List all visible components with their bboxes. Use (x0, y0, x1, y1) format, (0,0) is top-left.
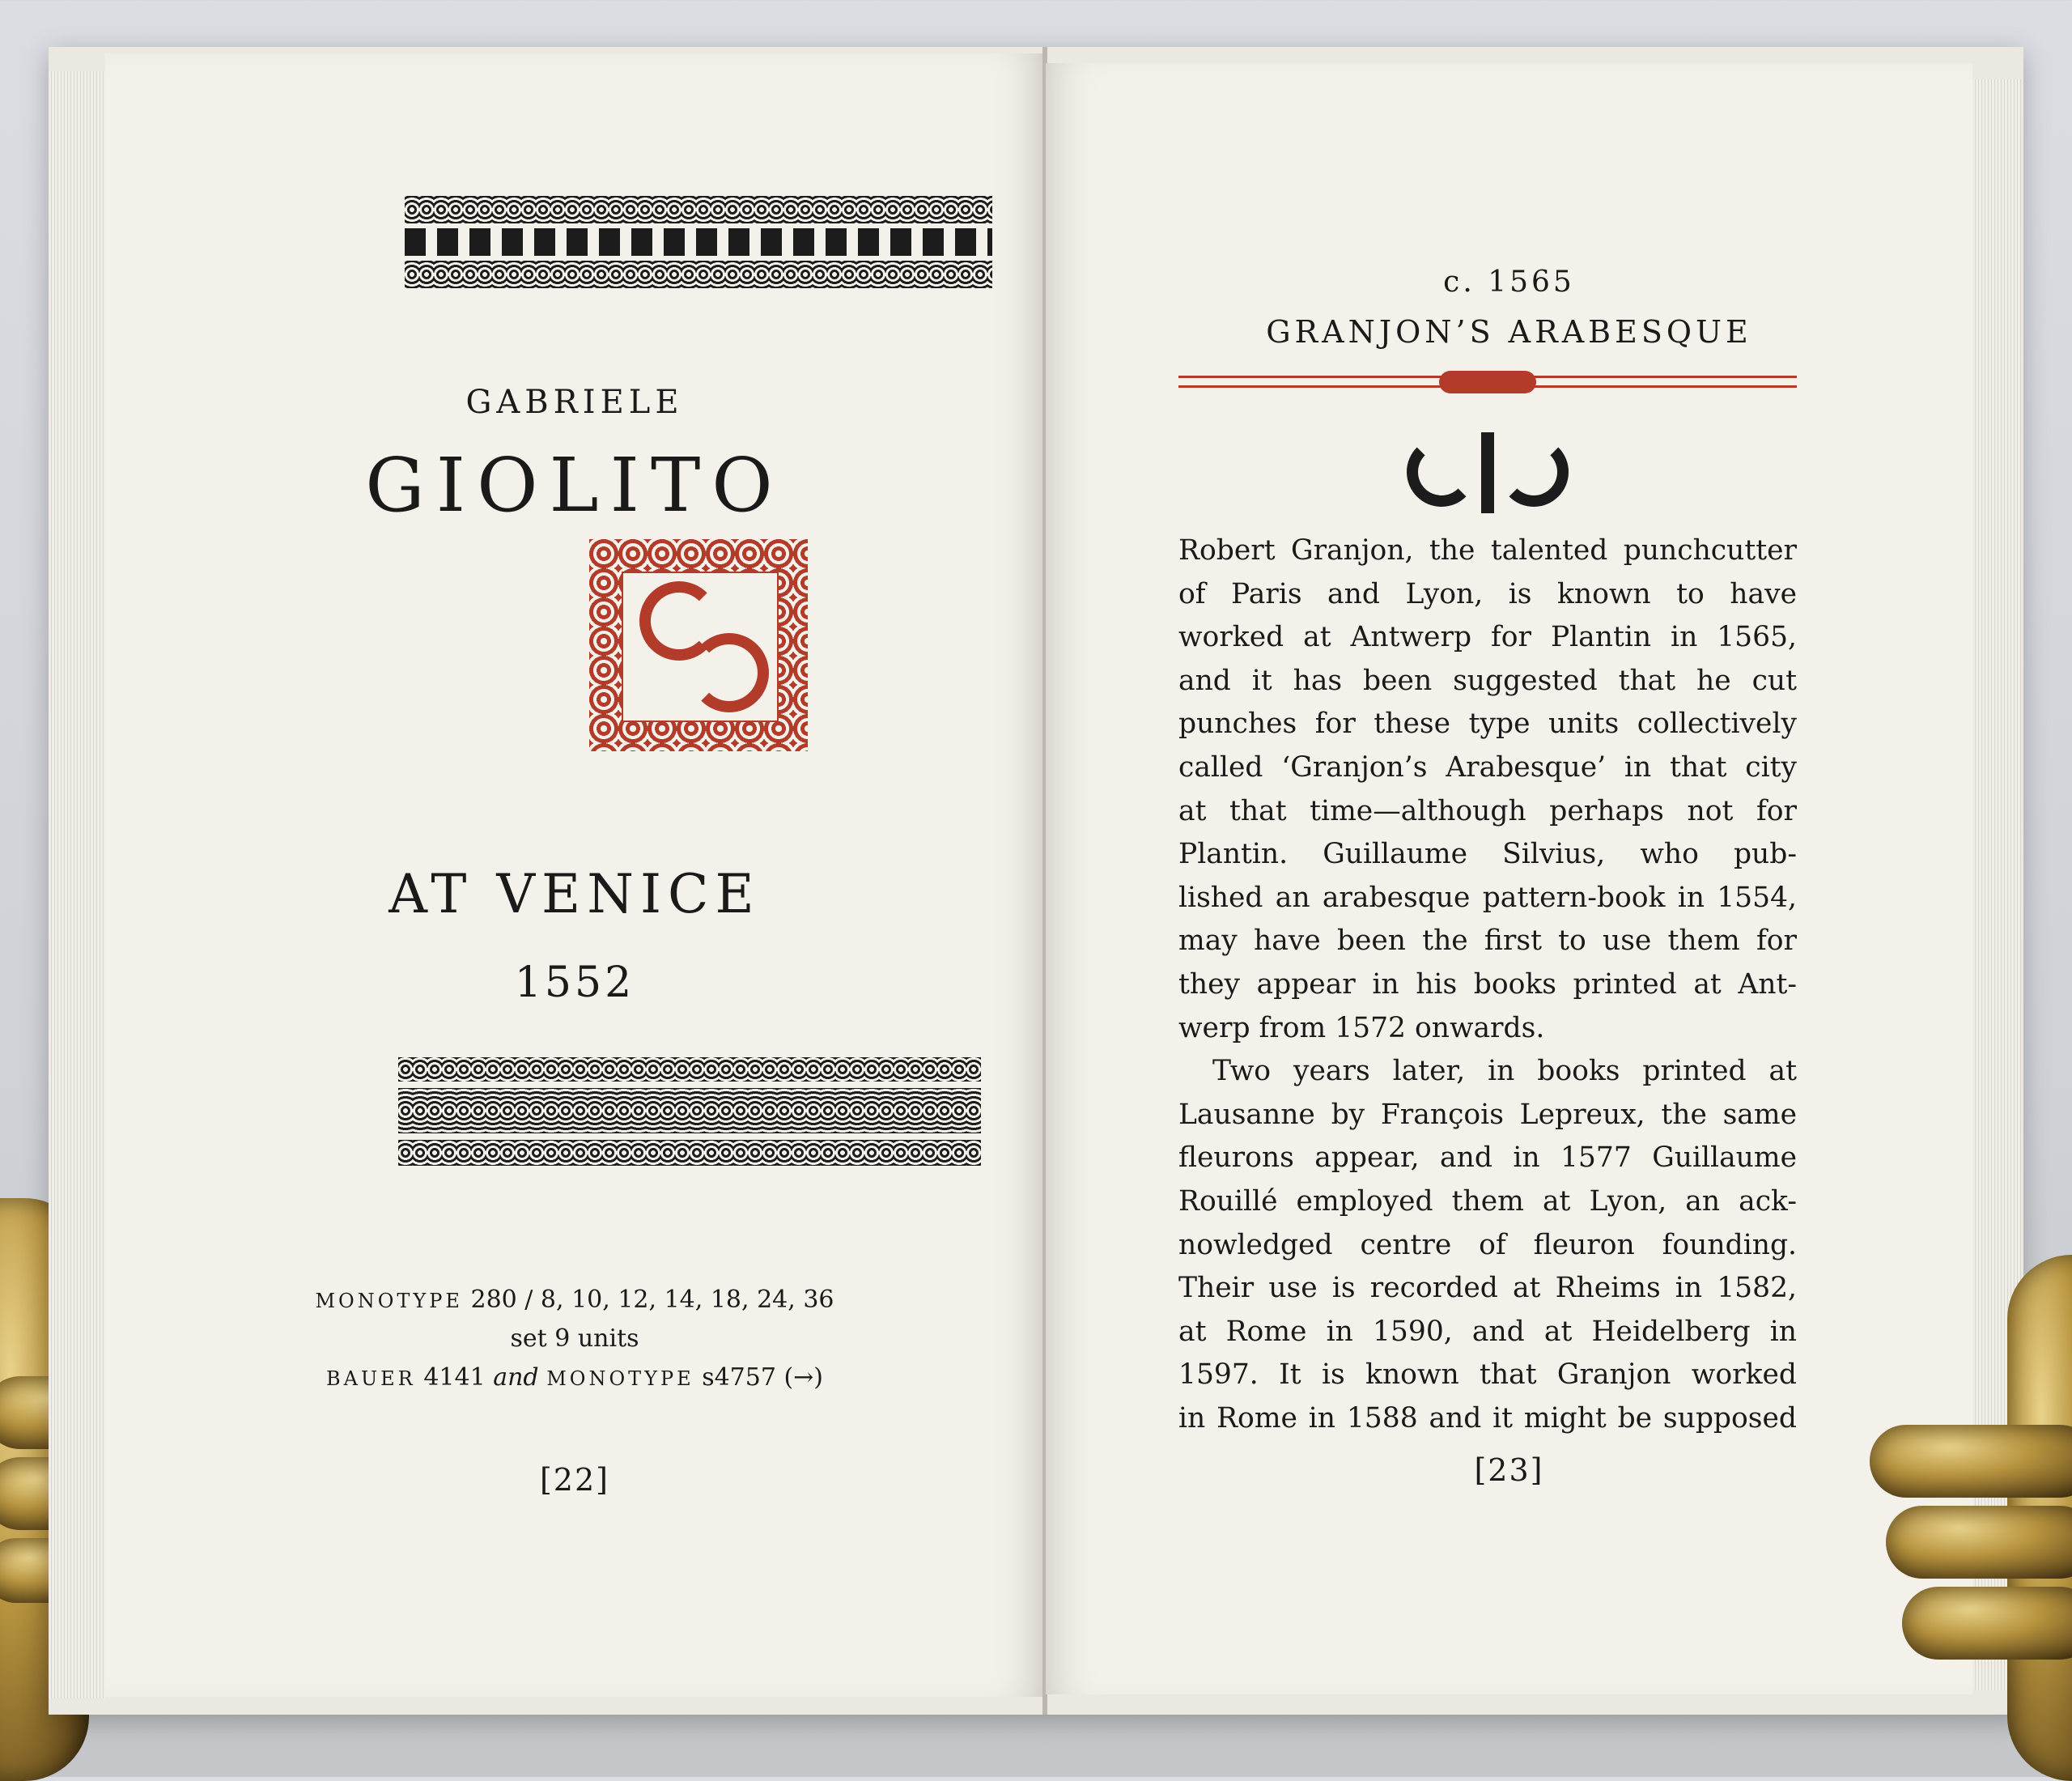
text-line: fleurons appear, and in 1577 Guillaume (1178, 1141, 1797, 1175)
body-text (1178, 529, 1797, 1440)
brass-bookend-right-finger (1886, 1506, 2072, 1579)
text-line: in Rome in 1588 and it might be supposed (1178, 1401, 1797, 1435)
right-page (1046, 63, 1972, 1694)
left-page (105, 53, 1044, 1697)
black-ornament-band-bottom (398, 1057, 981, 1166)
scroll-ornament-row (398, 1140, 981, 1166)
scroll-ornament-row (398, 1088, 981, 1133)
text-line: werp from 1572 onwards. (1178, 1011, 1545, 1044)
scroll-ornament-row (405, 261, 992, 288)
spec-line-1 (105, 1286, 1044, 1314)
text-line: may have been the first to use them for (1178, 925, 1797, 958)
text-line: of Paris and Lyon, is known to have (1178, 577, 1797, 610)
page-number-right: [23] (1474, 1452, 1544, 1488)
text-line: they appear in his books printed at Ant- (1178, 967, 1797, 1001)
text-line: lished an arabesque pattern-book in 1554, (1178, 881, 1797, 914)
spec-foundry-name: MONOTYPE (546, 1367, 694, 1390)
red-arabesque-center (622, 572, 779, 722)
text-line: Plantin. Guillaume Silvius, who pub- (1178, 838, 1797, 871)
date-heading: c. 1565 (1443, 266, 1575, 299)
printer-surname: GIOLITO (365, 442, 784, 529)
black-arabesque-fleuron (1407, 432, 1569, 513)
spec-conjunction: and (493, 1363, 539, 1392)
text-line: punches for these type units collectively (1178, 708, 1797, 741)
text-line: at that time—although perhaps not for (1178, 794, 1797, 827)
text-line: called ‘Granjon’s Arabesque’ in that city (1178, 750, 1797, 784)
open-book (49, 47, 2023, 1715)
spec-number: 4141 (423, 1363, 486, 1392)
year-heading: 1552 (514, 959, 635, 1007)
red-rule-knot-ornament (1439, 371, 1536, 393)
spec-foundry-name: MONOTYPE (315, 1290, 463, 1312)
spec-number: s4757 (→) (702, 1363, 824, 1392)
spec-sizes: 280 / 8, 10, 12, 14, 18, 24, 36 (470, 1286, 834, 1314)
text-line: at Rome in 1590, and at Heidelberg in (1178, 1315, 1797, 1348)
printer-first-name: GABRIELE (465, 384, 684, 421)
black-ornament-band-top (405, 196, 992, 288)
text-line: and it has been suggested that he cut (1178, 664, 1797, 697)
spec-line-3 (105, 1363, 1044, 1392)
page-edges-left (49, 71, 105, 1698)
scroll-ornament-row (405, 196, 992, 223)
text-line: Rouillé employed them at Lyon, an ack- (1178, 1184, 1797, 1218)
leaf-ornament-row (405, 228, 992, 256)
page-title: GRANJON’S ARABESQUE (1266, 314, 1752, 350)
text-line: Robert Granjon, the talented punchcutter (1178, 534, 1797, 567)
spec-line-2: set 9 units (510, 1324, 639, 1353)
text-line: 1597. It is known that Granjon worked (1178, 1358, 1797, 1392)
text-line: worked at Antwerp for Plantin in 1565, (1178, 621, 1797, 654)
red-arabesque-square-ornament (589, 539, 808, 751)
text-line: nowledged centre of fleuron founding. (1178, 1228, 1797, 1261)
page-number-left: [22] (539, 1462, 609, 1498)
text-line: Their use is recorded at Rheims in 1582, (1178, 1272, 1797, 1305)
scroll-ornament-row (398, 1057, 981, 1082)
text-line: Two years later, in books printed at (1212, 1055, 1797, 1088)
brass-bookend-right-finger (1870, 1425, 2072, 1498)
text-line: Lausanne by François Lepreux, the same (1178, 1098, 1797, 1131)
spec-foundry-name: BAUER (325, 1367, 416, 1390)
brass-bookend-right-finger (1902, 1587, 2072, 1660)
place-heading: AT VENICE (388, 863, 761, 925)
